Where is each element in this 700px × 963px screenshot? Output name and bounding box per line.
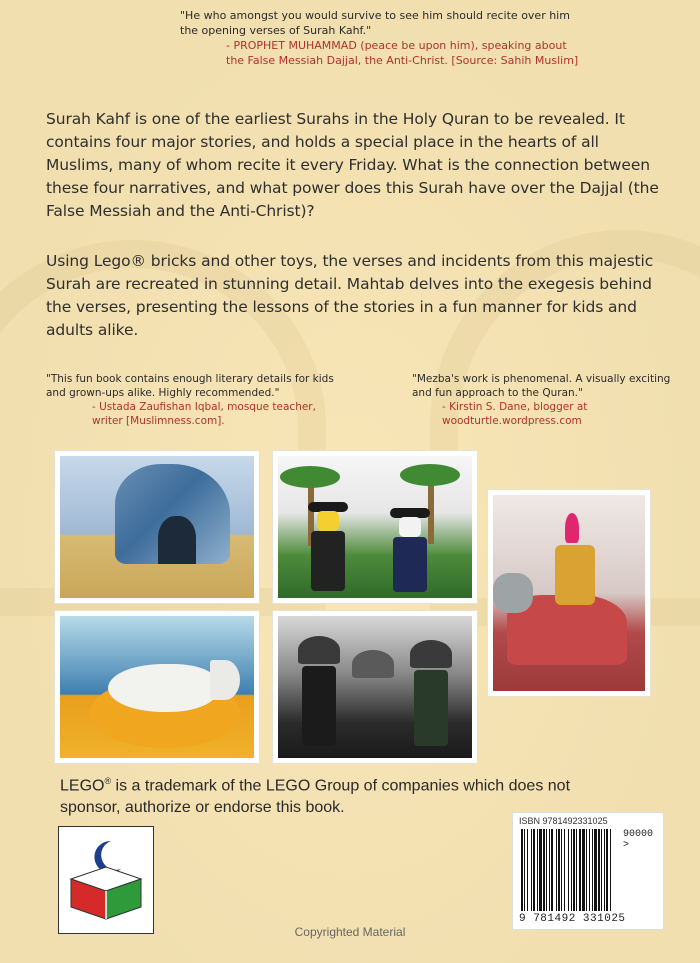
barcode-bar xyxy=(537,829,538,911)
barcode-bar xyxy=(568,829,569,911)
barcode-bar xyxy=(573,829,575,911)
palm-leaves xyxy=(280,466,340,488)
barcode-bar xyxy=(527,829,528,911)
figure-face xyxy=(317,511,339,531)
figure-helmet xyxy=(298,636,340,664)
figure-body xyxy=(393,537,427,592)
figure-body xyxy=(302,666,336,746)
barcode-bar xyxy=(598,829,600,911)
barcode-bar xyxy=(531,829,532,911)
description-paragraph: Surah Kahf is one of the earliest Surahs in the Holy Quran to be revealed. It contains four major stories, and holds a special place in the hearts of all Muslims, many of whom recite it every Friday. What is the connection between these four narratives, and what power does this Surah have over the Dajjal (the False Messiah and the Anti-Christ)? xyxy=(46,110,659,220)
review-author: - Kirstin S. Dane, blogger at woodturtle.wordpress.com xyxy=(442,401,588,427)
price-code: 90000 > xyxy=(623,829,654,851)
barcode-bar xyxy=(606,829,608,911)
barcode-bar xyxy=(564,829,565,911)
figure-face xyxy=(399,517,421,537)
isbn-number: 9 781492 331025 xyxy=(519,913,626,925)
registered-mark: ® xyxy=(104,776,112,786)
fish-tail xyxy=(210,660,240,700)
trademark-brand: LEGO xyxy=(60,777,105,795)
barcode-bar xyxy=(546,829,547,911)
review-quote xyxy=(412,372,692,428)
barcode-bar xyxy=(543,829,545,911)
barcode-bar xyxy=(549,829,550,911)
barcode-bar xyxy=(558,829,560,911)
barcode-bar xyxy=(592,829,593,911)
hadith-text: "He who amongst you would survive to see him should recite over him the opening verses of Surah Kahf." xyxy=(180,9,570,37)
barcode-bar xyxy=(533,829,535,911)
barcode-bar xyxy=(589,829,590,911)
photo-knight-horse xyxy=(488,490,650,696)
barcode-bar xyxy=(561,829,562,911)
barcode-bar xyxy=(571,829,572,911)
hadith-quote xyxy=(180,8,580,68)
photo-cave xyxy=(55,451,259,603)
horse-head xyxy=(493,573,533,613)
palm-leaves xyxy=(400,464,460,486)
figure-helmet xyxy=(352,650,394,678)
barcode-bar xyxy=(576,829,577,911)
barcode-bar xyxy=(594,829,597,911)
photo-figures-palms xyxy=(273,451,477,603)
hadith-attribution: - PROPHET MUHAMMAD (peace be upon him), speaking about the False Messiah Dajjal, the Anti-Christ. [Source: Sahih Muslim] xyxy=(226,39,579,67)
barcode-bar xyxy=(556,829,557,911)
cave-entrance xyxy=(158,516,196,564)
barcode xyxy=(512,812,664,930)
barcode-bar xyxy=(586,829,587,911)
barcode-bar xyxy=(551,829,553,911)
barcode-bars xyxy=(513,813,663,929)
copyright-footer: Copyrighted Material xyxy=(294,925,406,939)
publisher-logo xyxy=(58,826,154,934)
trademark-text: is a trademark of the LEGO Group of companies which does not sponsor, authorize or endorse this book. xyxy=(60,777,571,817)
helmet-plume xyxy=(565,513,579,543)
figure-body xyxy=(414,670,448,746)
review-quote xyxy=(46,372,346,428)
barcode-bar xyxy=(604,829,605,911)
review-text: "Mezba's work is phenomenal. A visually exciting and fun approach to the Quran." xyxy=(412,373,671,399)
figure-helmet xyxy=(410,640,452,668)
barcode-bar xyxy=(521,829,523,911)
isbn-label: ISBN 9781492331025 xyxy=(519,816,608,826)
fish xyxy=(108,664,218,712)
barcode-bar xyxy=(539,829,542,911)
photo-fish xyxy=(55,611,259,763)
description-paragraph: Using Lego® bricks and other toys, the verses and incidents from this majestic Surah are recreated in stunning detail. Mahtab delves into the exegesis behind the verses, presenting the lessons of the stories in a fun manner for kids and adults alike. xyxy=(46,252,654,339)
book-crescent-icon xyxy=(59,827,153,933)
barcode-bar xyxy=(524,829,525,911)
review-author: - Ustada Zaufishan Iqbal, mosque teacher, writer [Muslimness.com]. xyxy=(92,401,316,427)
barcode-bar xyxy=(582,829,585,911)
barcode-bar xyxy=(579,829,581,911)
barcode-bar xyxy=(601,829,602,911)
review-text: "This fun book contains enough literary details for kids and grown-ups alike. Highly recommended." xyxy=(46,373,334,399)
figure-body xyxy=(311,531,345,591)
knight-figure xyxy=(555,545,595,605)
barcode-bar xyxy=(610,829,611,911)
photo-helmeted-figures xyxy=(273,611,477,763)
